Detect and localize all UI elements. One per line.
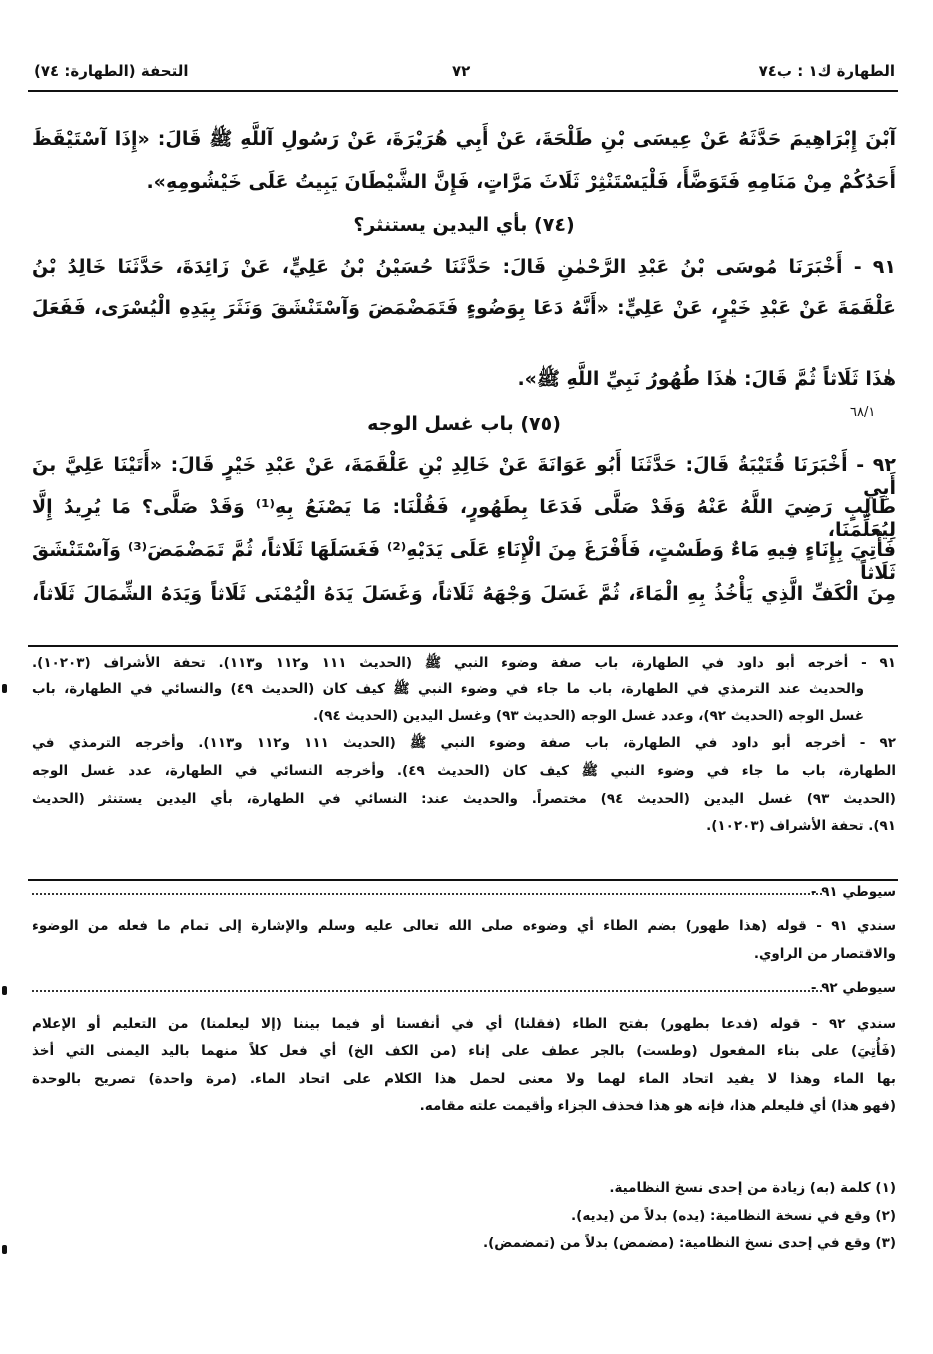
dotted-line xyxy=(32,990,822,992)
sindi-91-line: سندي ٩١ - قوله (هذا طهور) بضم الطاء أي وضوءه صلى الله تعالى عليه وسلم والإشارة إلى تمام ما فعله من الوضوء xyxy=(32,918,896,934)
hadith-92-line: طَالِبٍ رَضِيَ اللَّهُ عَنْهُ وَقَدْ صَلَّى فَدَعَا بِطَهُورٍ، فَقُلْنَا: مَا يَصْنَعُ بِهِ⁽¹⁾ وَقَدْ صَلَّى؟ مَا يُرِيدُ إِلَّا لِيُعَلِّمَنَا، xyxy=(32,496,896,541)
sindi-92-line: سندي ٩٢ - قوله (فدعا بطهور) بفتح الطاء (فقلنا) أي في أنفسنا أو فيما بيننا (إلا ليعلمنا) من التعليم أو الإعلام xyxy=(32,1016,896,1032)
sindi-91-line: والاقتصار من الراوي. xyxy=(753,946,896,962)
sindi-92-line: (فهو هذا) أي فليعلم هذا، فإنه هو هذا فحذف الجزاء وأقيمت علته مقامه. xyxy=(419,1098,896,1114)
takhrij-92-line: (الحديث ٩٣) غسل اليدين (الحديث ٩٤) مختصراً. والحديث عند: النسائي في الطهارة، بأي اليدين يستنثر (الحديث xyxy=(32,791,896,807)
header-chapter-ref: الطهارة ك١ : ب٧٤ xyxy=(758,62,895,80)
section-heading-75: (٧٥) باب غسل الوجه xyxy=(367,413,561,435)
scan-mark xyxy=(2,684,7,693)
footnote-3: (٣) وقع في إحدى نسخ النظامية: (مضمض) بدلاً من (تمضمض). xyxy=(482,1235,896,1251)
scan-mark xyxy=(2,1245,7,1254)
takhrij-91-line: والحديث عند الترمذي في الطهارة، باب ما جاء في وضوء النبي ﷺ كيف كان (الحديث ٤٩) والنسائي في الطهارة، باب xyxy=(32,681,864,697)
suyuti-91-label: سيوطي ٩١ - xyxy=(810,884,896,900)
hadith-91-line: عَلْقَمَةَ عَنْ عَبْدِ خَيْرٍ، عَنْ عَلِيٍّ: «أَنَّهُ دَعَا بِوَضُوءٍ فَتَمَضْمَضَ وَآسْتَنْشَقَ وَنَثَرَ بِيَدِهِ الْيُسْرَى، فَفَعَلَ xyxy=(32,297,896,319)
scan-mark xyxy=(2,986,7,995)
hadith-92-line: مِنَ الْكَفِّ الَّذِي يَأْخُذُ بِهِ الْمَاءَ، ثُمَّ غَسَلَ وَجْهَهُ ثَلَاثاً، وَغَسَلَ يَدَهُ الْيُمْنَى ثَلَاثاً وَيَدَهُ الشِّمَالَ ثَلَاثاً، xyxy=(32,583,896,605)
hadith-92-line: فَأُتِيَ بِإِنَاءٍ فِيهِ مَاءٌ وَطَسْتٍ، فَأَفْرَغَ مِنَ الْإِنَاءِ عَلَى يَدَيْهِ⁽²⁾ فَغَسَلَهَا ثَلَاثاً، ثُمَّ تَمَضْمَضَ⁽³⁾ وَآسْتَنْشَقَ ثَلَاثاً xyxy=(32,539,897,584)
page-number: ٧٢ xyxy=(452,62,471,80)
suyuti-92-label: سيوطي ٩٢ - xyxy=(810,980,896,996)
text-line: أَحَدُكُمْ مِنْ مَنَامِهِ فَتَوَضَّأَ، فَلْيَسْتَنْثِرْ ثَلَاثَ مَرَّاتٍ، فَإِنَّ الشَّيْطَانَ يَبِيتُ عَلَى خَيْشُومِهِ». xyxy=(146,171,896,193)
takhrij-92-line: ٩١). تحفة الأشراف (١٠٢٠٣). xyxy=(706,818,896,834)
sindi-92-line: بها الماء وهذا لا يفيد اتحاد الماء لهما ولا معنى لحمل هذا الكلام على اتحاد الماء. (مرة واحدة) تصريح بالوحدة xyxy=(32,1071,896,1087)
header-tuhfa-ref: التحفة (الطهارة: ٧٤) xyxy=(34,62,189,80)
commentary-rule xyxy=(28,879,898,881)
takhrij-91-line: ٩١ - أخرجه أبو داود في الطهارة، باب صفة وضوء النبي ﷺ (الحديث ١١١ و١١٢ و١١٣). تحفة الأشراف (١٠٢٠٣). xyxy=(32,655,897,671)
text-line: آبْنَ إِبْرَاهِيمَ حَدَّثَهُ عَنْ عِيسَى بْنِ طَلْحَةَ، عَنْ أَبِي هُرَيْرَةَ، عَنْ رَسُولِ آللَّهِ ﷺ قَالَ: «إِذَا آسْتَيْقَظَ xyxy=(32,128,896,150)
hadith-92-line: ٩٢ - أَخْبَرَنَا قُتَيْبَةُ قَالَ: حَدَّثَنَا أَبُو عَوَانَةَ عَنْ خَالِدِ بْنِ عَلْقَمَةَ، عَنْ عَبْدِ خَيْرٍ قَالَ: «أَتَيْنَا عَلِيَّ بنَ أَبِي xyxy=(32,454,896,499)
header-rule xyxy=(28,90,898,92)
takhrij-92-line: الطهارة، باب ما جاء في وضوء النبي ﷺ كيف كان (الحديث ٤٩). وأخرجه النسائي في الطهارة، عدد غسل الوجه xyxy=(32,763,896,779)
takhrij-91-line: غسل الوجه (الحديث ٩٢)، وعدد غسل الوجه (الحديث ٩٣) وغسل اليدين (الحديث ٩٤). xyxy=(312,708,864,724)
takhrij-92-line: ٩٢ - أخرجه أبو داود في الطهارة، باب صفة وضوء النبي ﷺ (الحديث ١١١ و١١٢ و١١٣). وأخرجه الترمذي في xyxy=(32,735,897,751)
hadith-91-line: هٰذَا ثَلَاثاً ثُمَّ قَالَ: هٰذَا طُهُورُ نَبِيِّ اللَّهِ ﷺ». xyxy=(517,368,896,390)
footnote-2: (٢) وقع في نسخة النظامية: (يده) بدلاً من (يديه). xyxy=(571,1208,896,1224)
section-heading-74: (٧٤) بأي اليدين يستنثر؟ xyxy=(353,214,575,236)
takhrij-rule xyxy=(28,645,898,647)
footnote-1: (١) كلمة (به) زيادة من إحدى نسخ النظامية. xyxy=(609,1180,896,1196)
margin-note: ٦٨/١ xyxy=(850,405,876,420)
sindi-92-line: (فَأُتِيَ) على بناء المفعول (وطست) بالجر عطف على إناء (من الكف الخ) أي فعل كلاً منهما باليد اليمنى التي أخذ xyxy=(32,1043,896,1059)
hadith-91-line: ٩١ - أَخْبَرَنَا مُوسَى بْنُ عَبْدِ الرَّحْمٰنِ قَالَ: حَدَّثَنَا حُسَيْنُ بْنُ عَلِيٍّ، عَنْ زَائِدَةَ، حَدَّثَنَا خَالِدُ بْنُ xyxy=(32,256,896,278)
dotted-line xyxy=(32,893,822,895)
